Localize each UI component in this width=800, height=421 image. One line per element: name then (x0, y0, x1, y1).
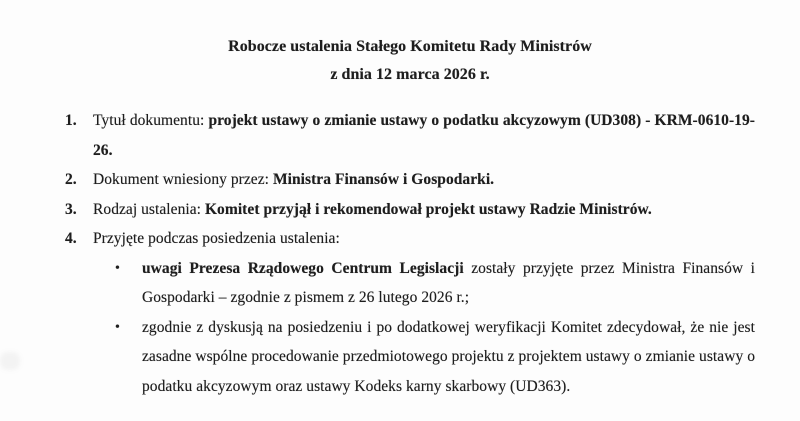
numbered-item-1 (65, 106, 755, 165)
item-number: 2. (65, 171, 77, 188)
bullet-item-2 (65, 313, 755, 402)
bullet-text (142, 254, 755, 313)
numbered-item-2 (65, 165, 755, 195)
bullet-text (142, 313, 755, 402)
document-title-line2: z dnia 12 marca 2026 r. (330, 65, 490, 83)
item-text (93, 224, 755, 254)
item-label: Rodzaj ustalenia: (93, 200, 205, 218)
item-label: Przyjęte podczas posiedzenia ustalenia: (93, 230, 340, 247)
scan-artifact-smudge (0, 352, 20, 370)
bullet-item-1 (65, 254, 755, 313)
bullet-bold-lead: uwagi Prezesa Rządowego Centrum Legislacji (142, 259, 464, 277)
bullet-body: zostały przyjęte przez Ministra Finansów i Gospodarki – zgodnie z pismem z 26 lutego 2026 r.; (142, 259, 755, 306)
bullet-body: zgodnie z dyskusją na posiedzeniu i po dodatkowej weryfikacji Komitet zdecydował, że nie jest zasadne wspólne procedowanie przedmiotowego projektu z projektem ustawy o zmianie ustawy o podatku akcyzowym oraz ustawy Kodeks karny skarbowy (UD363). (142, 318, 755, 395)
item-label: Dokument wniesiony przez: (93, 171, 273, 188)
item-text (93, 106, 755, 165)
numbered-item-3 (65, 195, 755, 225)
bullet-marker-icon: • (115, 260, 120, 276)
bullet-marker-icon: • (115, 319, 120, 335)
item-text (93, 195, 755, 225)
numbered-item-4 (65, 224, 755, 254)
item-value: Ministra Finansów i Gospodarki. (272, 171, 495, 188)
item-value: Komitet przyjął i rekomendował projekt ustawy Radzie Ministrów. (204, 200, 652, 218)
item-value: projekt ustawy o zmianie ustawy o podatku akcyzowym (UD308) - KRM-0610-19-26. (93, 112, 755, 159)
item-number: 1. (65, 112, 77, 129)
item-number: 3. (65, 200, 77, 218)
document-body (65, 106, 755, 401)
item-number: 4. (65, 230, 77, 247)
item-label: Tytuł dokumentu: (93, 112, 209, 129)
document-title (65, 33, 755, 88)
item-text (93, 165, 755, 195)
document-title-line1: Robocze ustalenia Stałego Komitetu Rady Ministrów (228, 38, 592, 55)
